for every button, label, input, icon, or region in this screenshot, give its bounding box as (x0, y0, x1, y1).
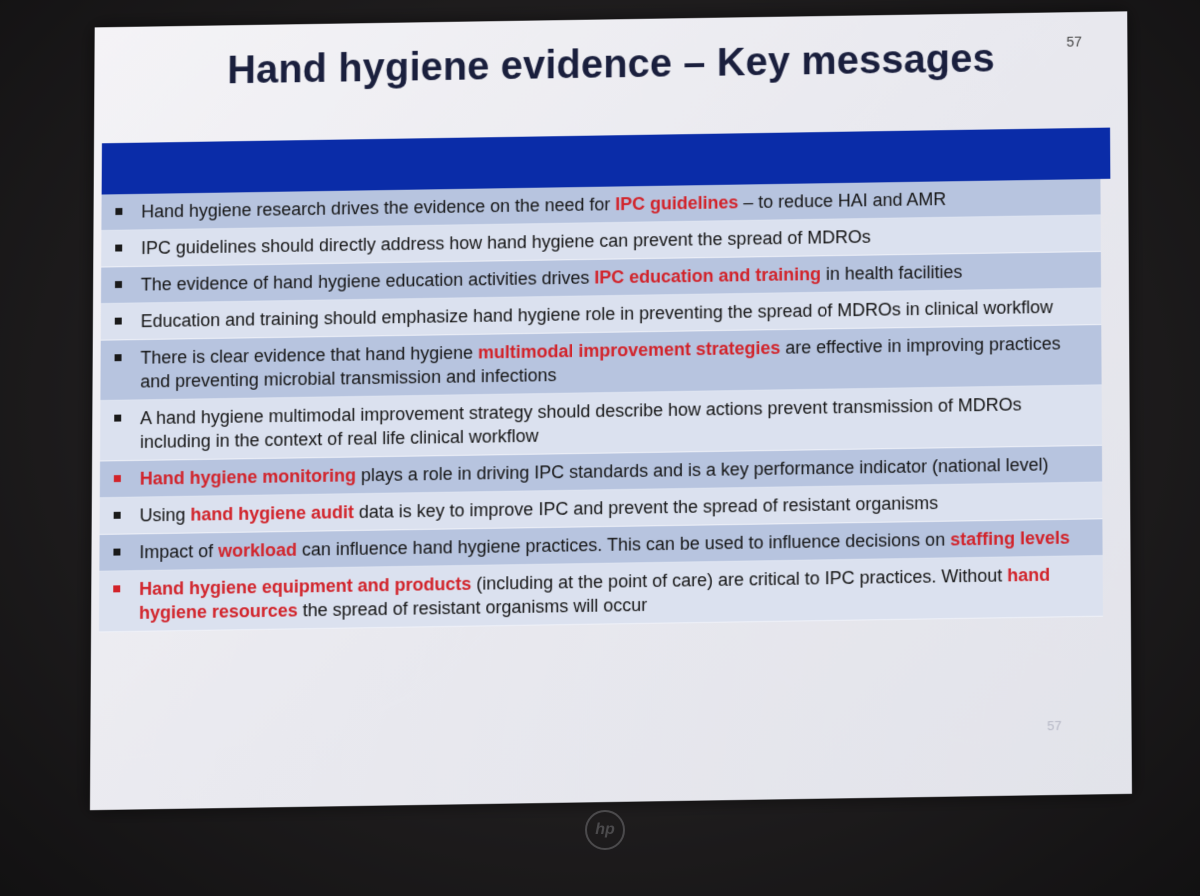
bullet-text: Education and training should emphasize hand hygiene role in preventing the spread of MDROs in clinical workflow (140, 297, 1054, 332)
highlighted-text: hand hygiene audit (190, 502, 354, 525)
bullet-text: There is clear evidence that hand hygiene (140, 342, 478, 368)
square-bullet-icon (115, 244, 122, 251)
highlighted-text: IPC guidelines (615, 192, 739, 215)
slide-number-top: 57 (1066, 33, 1082, 50)
highlighted-text: staffing levels (950, 527, 1070, 550)
square-bullet-icon (113, 585, 120, 592)
square-bullet-icon (114, 512, 121, 519)
slide-screen (90, 11, 1132, 810)
square-bullet-icon (115, 208, 122, 215)
bullet-list (99, 179, 1103, 632)
bullet-text: in health facilities (820, 261, 963, 284)
bullet-text: (including at the point of care) are critical to IPC practices. Without (471, 565, 1008, 594)
highlighted-text: hand hygiene resources (138, 564, 1051, 623)
bullet-text: data is key to improve IPC and prevent the spread of resistant organisms (353, 493, 939, 523)
highlighted-text: multimodal improvement strategies (477, 337, 781, 363)
bullet-text: Impact of (139, 541, 219, 563)
bullet-text: IPC guidelines should directly address how hand hygiene can prevent the spread of MDROs (140, 226, 871, 259)
bullet-text: plays a role in driving IPC standards and is a key performance indicator (national level) (355, 454, 1049, 486)
bullet-text: – to reduce HAI and AMR (738, 189, 947, 213)
highlighted-text: workload (218, 539, 298, 561)
bullet-text: A hand hygiene multimodal improvement strategy should describe how actions prevent transmission of MDROs including in the context of real life clinical workflow (139, 394, 1022, 452)
square-bullet-icon (115, 281, 122, 288)
bullet-text: can influence hand hygiene practices. This can be used to influence decisions on (296, 529, 951, 560)
bullet-text: The evidence of hand hygiene education activities drives (140, 267, 595, 295)
highlighted-text: IPC education and training (594, 264, 822, 288)
slide-title: Hand hygiene evidence – Key messages (227, 36, 995, 93)
square-bullet-icon (114, 475, 121, 482)
square-bullet-icon (115, 354, 122, 361)
square-bullet-icon (115, 318, 122, 325)
bullet-text: the spread of resistant organisms will occur (297, 594, 648, 621)
bullet-text: Using (139, 504, 191, 526)
hp-logo-icon: hp (585, 810, 625, 850)
square-bullet-icon (114, 415, 121, 422)
bullet-text: Hand hygiene research drives the evidence on the need for (141, 194, 616, 222)
slide-number-bottom: 57 (1047, 718, 1062, 734)
highlighted-text: Hand hygiene monitoring (139, 465, 357, 489)
highlighted-text: Hand hygiene equipment and products (139, 573, 472, 599)
bullet-text: are effective in improving practices and preventing microbial transmission and infections (140, 333, 1061, 392)
square-bullet-icon (113, 549, 120, 556)
